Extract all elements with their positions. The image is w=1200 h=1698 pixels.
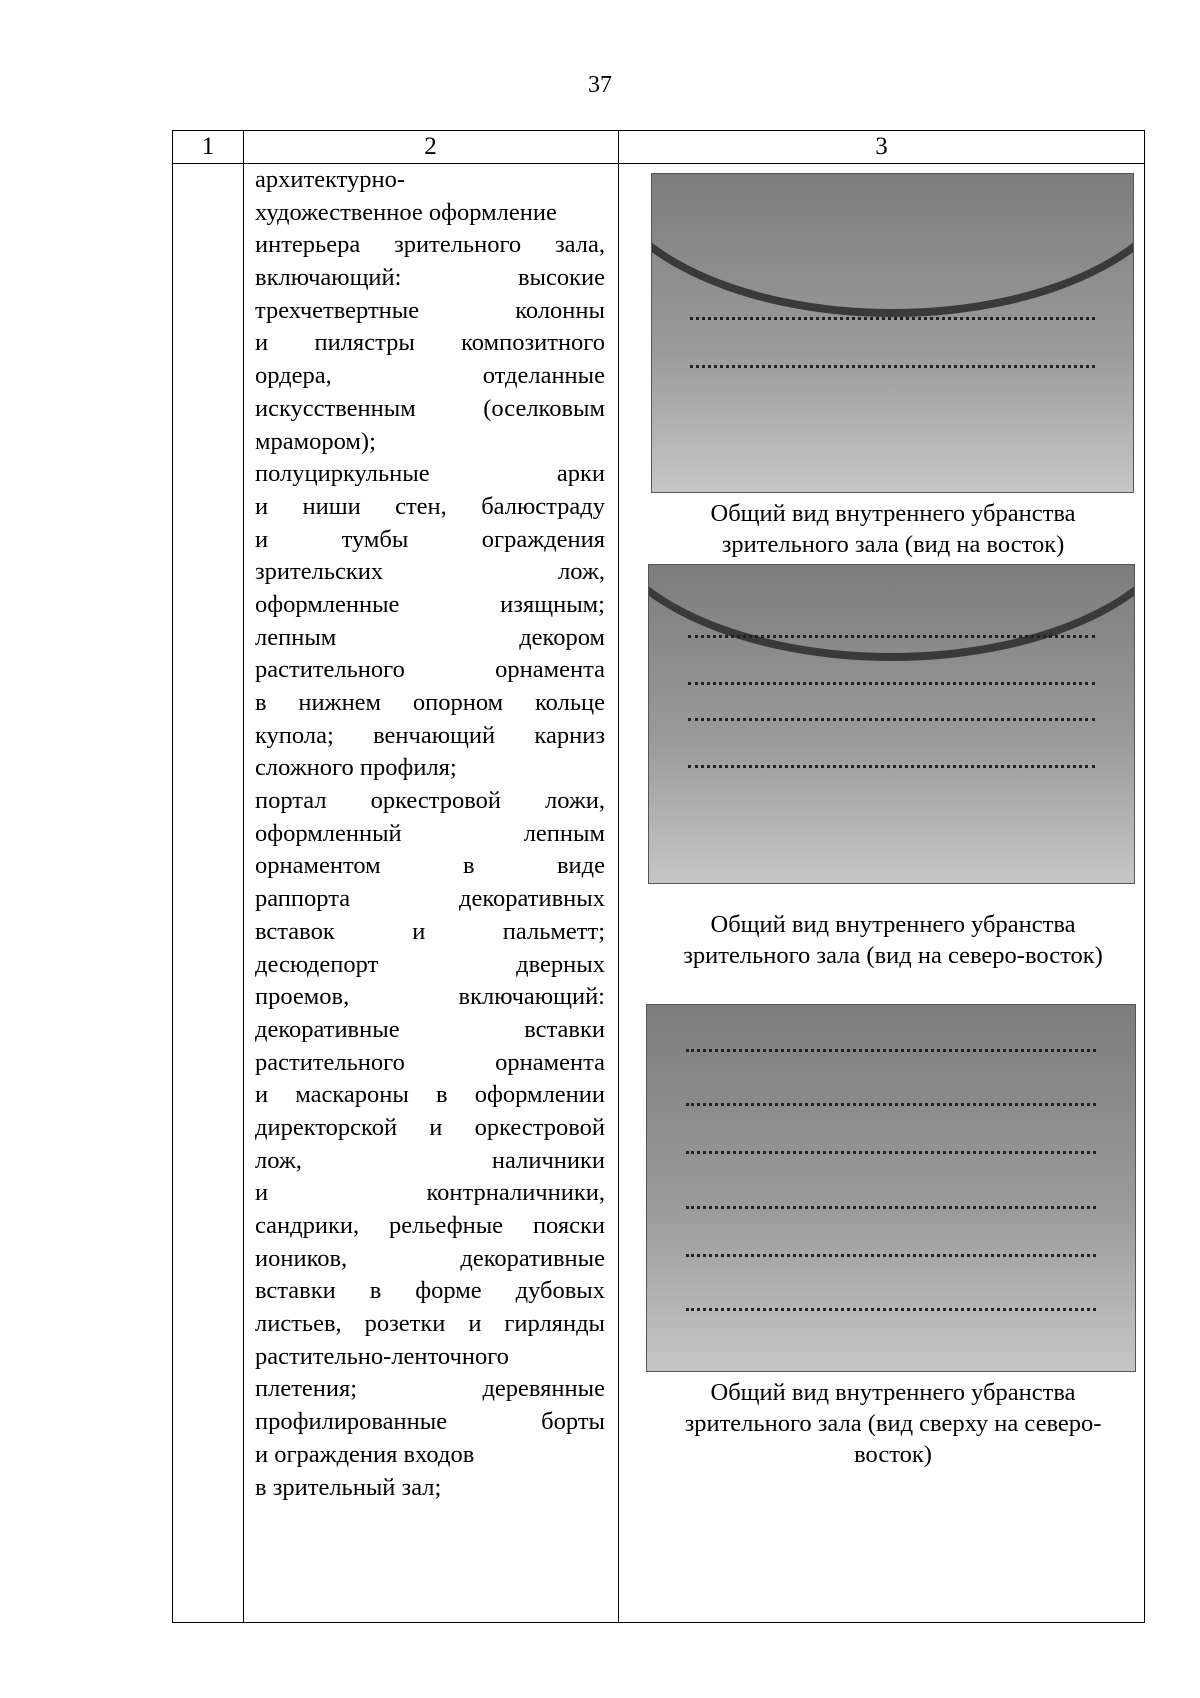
text-line: плетения; деревянные <box>255 1375 605 1403</box>
text-line: десюдепорт дверных <box>255 950 605 978</box>
column-divider <box>618 131 619 1622</box>
text-line: и ниши стен, балюстраду <box>255 492 605 520</box>
text-line: профилированные борты <box>255 1408 605 1436</box>
text-line: иоников, декоративные <box>255 1244 605 1272</box>
text-line: купола; венчающий карниз <box>255 721 605 749</box>
text-line: в нижнем опорном кольце <box>255 689 605 716</box>
caption-hall-east: Общий вид внутреннего убранства зрительного зала (вид на восток) <box>710 500 1076 558</box>
column-divider <box>243 131 244 1622</box>
text-line: и контрналичники, <box>255 1179 605 1207</box>
text-line: орнаментом в виде <box>255 852 605 880</box>
description-text <box>255 164 605 1504</box>
text-line: проемов, включающий: <box>255 983 605 1011</box>
text-line: и маскароны в оформлении <box>255 1081 605 1109</box>
text-line: портал оркестровой ложи, <box>255 787 605 815</box>
text-line: лож, наличники <box>255 1146 605 1174</box>
text-line: трехчетвертные колонны <box>255 296 605 324</box>
text-line: в зрительный зал; <box>255 1473 442 1501</box>
text-line: лепным декором <box>255 623 605 651</box>
text-line: сандрики, рельефные пояски <box>255 1212 605 1239</box>
text-line: растительного орнамента <box>255 1048 605 1076</box>
caption-hall-northeast: Общий вид внутреннего убранства зрительного зала (вид на северо-восток) <box>683 911 1103 969</box>
text-line: архитектурно- <box>255 166 406 193</box>
text-line: полуциркульные арки <box>255 460 605 488</box>
text-line: включающий: высокие <box>255 264 605 292</box>
text-line: интерьера зрительного зала, <box>255 231 605 259</box>
photo-hall-top-northeast <box>646 1004 1136 1372</box>
text-line: листьев, розетки и гирлянды <box>255 1310 605 1338</box>
text-line: зрительских лож, <box>255 558 605 586</box>
text-line: вставок и пальметт; <box>255 917 605 945</box>
text-line: раппорта декоративных <box>255 885 605 913</box>
photo-hall-east <box>651 173 1134 493</box>
page-number: 37 <box>588 72 612 98</box>
monument-table <box>172 130 1145 1623</box>
text-line: растительного орнамента <box>255 656 605 684</box>
text-line: и тумбы ограждения <box>255 525 605 553</box>
text-line: растительно-ленточного <box>255 1342 509 1370</box>
caption-hall-top-northeast: Общий вид внутреннего убранства зрительного зала (вид сверху на северо- восток) <box>684 1379 1102 1468</box>
column-header-1: 1 <box>201 133 215 160</box>
photo-hall-northeast <box>648 564 1135 884</box>
column-header-3: 3 <box>875 133 888 160</box>
column-header-2: 2 <box>424 133 437 160</box>
text-line: декоративные вставки <box>255 1015 605 1043</box>
text-line: и ограждения входов <box>255 1440 475 1468</box>
text-line: сложного профиля; <box>255 754 457 782</box>
text-line: ордера, отделанные <box>255 362 605 390</box>
text-line: художественное оформление <box>255 198 557 226</box>
text-line: оформленный лепным <box>255 819 605 847</box>
text-line: и пилястры композитного <box>255 329 605 357</box>
text-line: директорской и оркестровой <box>255 1113 605 1141</box>
text-line: искусственным (оселковым <box>255 394 605 422</box>
text-line: вставки в форме дубовых <box>255 1277 605 1305</box>
text-line: мрамором); <box>255 427 376 455</box>
text-line: оформленные изящным; <box>255 590 605 618</box>
